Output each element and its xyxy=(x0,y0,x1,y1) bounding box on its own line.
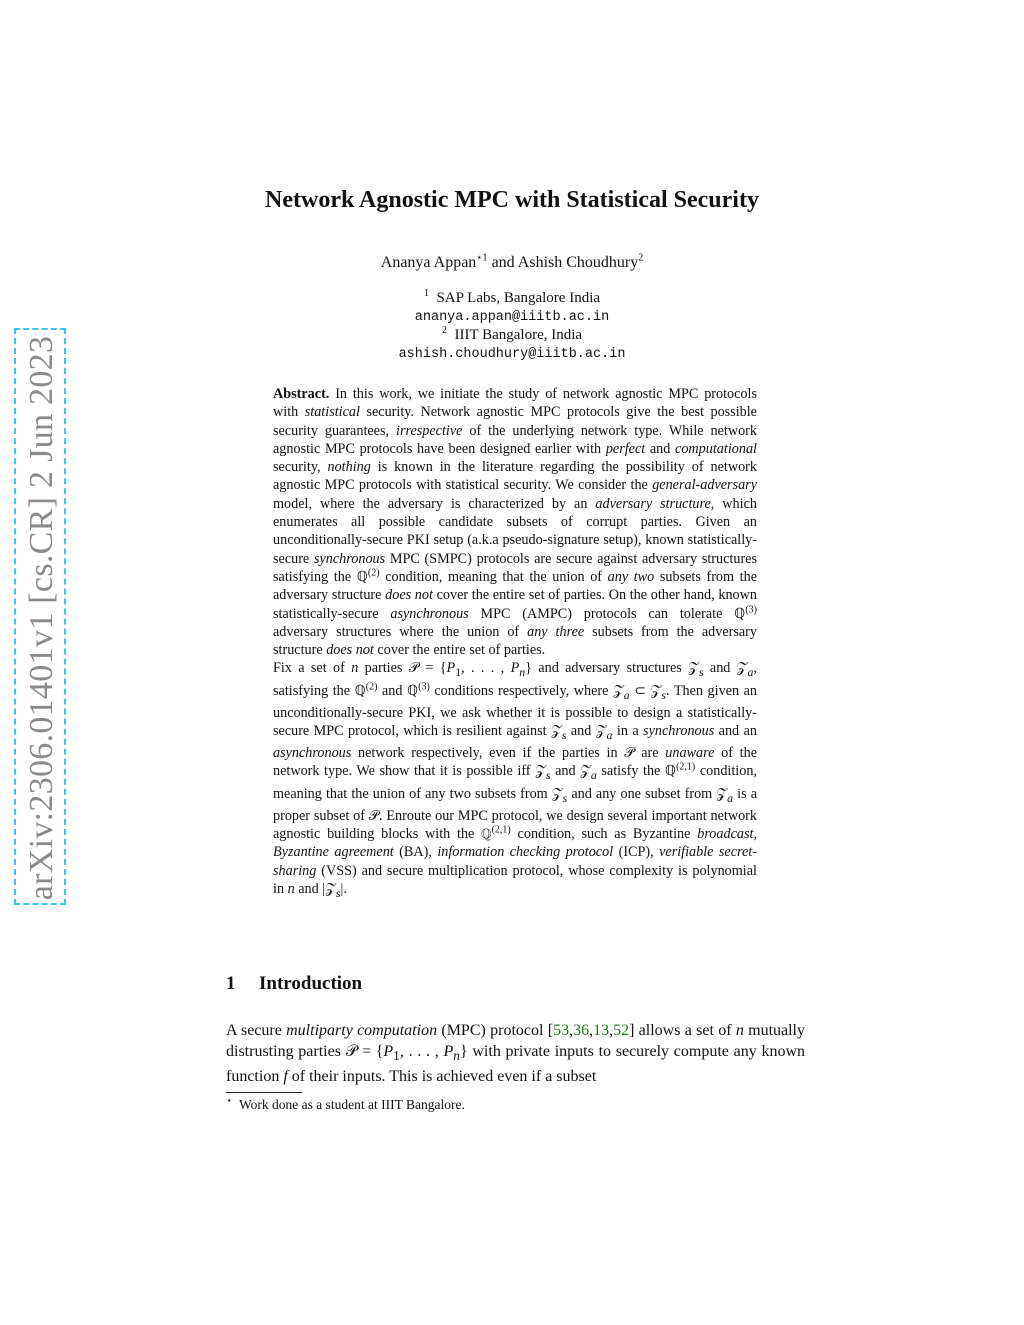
abstract-paragraph-2: Fix a set of n parties 𝒫 = {$P_1$, . . . , $P_n$} and adversary structures 𝒵$_s$ and 𝒵$_a$, satisfying the ℚ$^{(2)}$ and ℚ$^{(3)}$ conditions respectively, where 𝒵$_a$ ⊂ 𝒵$_s$. Then given an unconditionally-secure PKI, we ask whether it is possible to design a statistically-secure MPC protocol, which is resilient against 𝒵$_s$ and 𝒵$_a$ in a synchronous and an asynchronous network respectively, even if the parties in 𝒫 are unaware of the network type. We show that it is possible iff 𝒵$_s$ and 𝒵$_a$ satisfy the ℚ$^{(2,1)}$ condition, meaning that the union of any two subsets from 𝒵$_s$ and any one subset from 𝒵$_a$ is a proper subset of 𝒫. Enroute our MPC protocol, we design several important network agnostic building blocks with the ℚ$^{(2,1)}$ condition, such as Byzantine broadcast, Byzantine agreement (BA), information checking protocol (ICP), verifiable secret-sharing (VSS) and secure multiplication protocol, whose complexity is polynomial in n and |𝒵$_s$|. xyxy=(273,660,758,900)
abstract xyxy=(273,385,757,902)
footnote-rule xyxy=(226,1092,302,1093)
affiliation-2-number: 2 xyxy=(441,325,447,336)
author-conjunction: and xyxy=(487,254,518,271)
author-2-marks: 2 xyxy=(638,252,644,264)
affiliation-1-email[interactable]: ananya.appan@iiitb.ac.in xyxy=(414,310,610,325)
citation-link[interactable]: 52 xyxy=(613,1022,630,1039)
footnote-text: Work done as a student at IIIT Bangalore. xyxy=(239,1097,465,1112)
author-1-marks: ⋆1 xyxy=(476,252,488,264)
section-title: Introduction xyxy=(259,973,363,994)
arxiv-stamp: arXiv:2306.01401v1 [cs.CR] 2 Jun 2023 xyxy=(23,335,60,901)
author-line xyxy=(0,254,1024,272)
author-2: Ashish Choudhury xyxy=(517,254,639,271)
citation-link[interactable]: 36 xyxy=(573,1022,590,1039)
citation-link[interactable]: 53 xyxy=(553,1022,570,1039)
affiliation-2 xyxy=(0,327,1024,344)
affiliation-1-name: SAP Labs, Bangalore India xyxy=(436,290,601,306)
introduction-paragraph: A secure multiparty computation (MPC) protocol [53,36,13,52] allows a set of n mutually distrusting parties 𝒫 = {$P_1$, . . . , $P_n$} with private inputs to securely compute any known function f of their inputs. This is achieved even if a subset xyxy=(226,1022,806,1086)
affiliation-1-number: 1 xyxy=(423,288,429,299)
affiliation-1 xyxy=(0,290,1024,307)
affiliation-2-name: IIIT Bangalore, India xyxy=(454,327,583,343)
author-1: Ananya Appan xyxy=(380,254,477,271)
abstract-label: Abstract. xyxy=(273,386,330,402)
affiliation-2-email[interactable]: ashish.choudhury@iiitb.ac.in xyxy=(398,347,626,362)
paper-title: Network Agnostic MPC with Statistical Security xyxy=(265,187,759,213)
footnote-mark: ⋆ xyxy=(226,1095,233,1107)
section-number: 1 xyxy=(226,973,236,994)
footnote xyxy=(226,1097,465,1113)
abstract-paragraph-1: Abstract. In this work, we initiate the study of network agnostic MPC protocols with statistical security. Network agnostic MPC protocols give the best possible security guarantees, irrespective of the underlying network type. While network agnostic MPC protocols have been designed earlier with perfect and computational security, nothing is known in the literature regarding the possibility of network agnostic MPC protocols with statistical security. We consider the general-adversary model, where the adversary is characterized by an adversary structure, which enumerates all possible candidate subsets of corrupt parties. Given an unconditionally-secure PKI setup (a.k.a pseudo-signature setup), known statistically-secure synchronous MPC (SMPC) protocols are secure against adversary structures satisfying the ℚ$^{(2)}$ condition, meaning that the union of any two subsets from the adversary structure does not cover the entire set of parties. On the other hand, known statistically-secure asynchronous MPC (AMPC) protocols can tolerate ℚ$^{(3)}$ adversary structures where the union of any three subsets from the adversary structure does not cover the entire set of parties. xyxy=(273,386,758,659)
citation-link[interactable]: 13 xyxy=(593,1022,610,1039)
section-heading-introduction xyxy=(226,973,362,995)
arxiv-stamp-link[interactable] xyxy=(14,328,66,905)
